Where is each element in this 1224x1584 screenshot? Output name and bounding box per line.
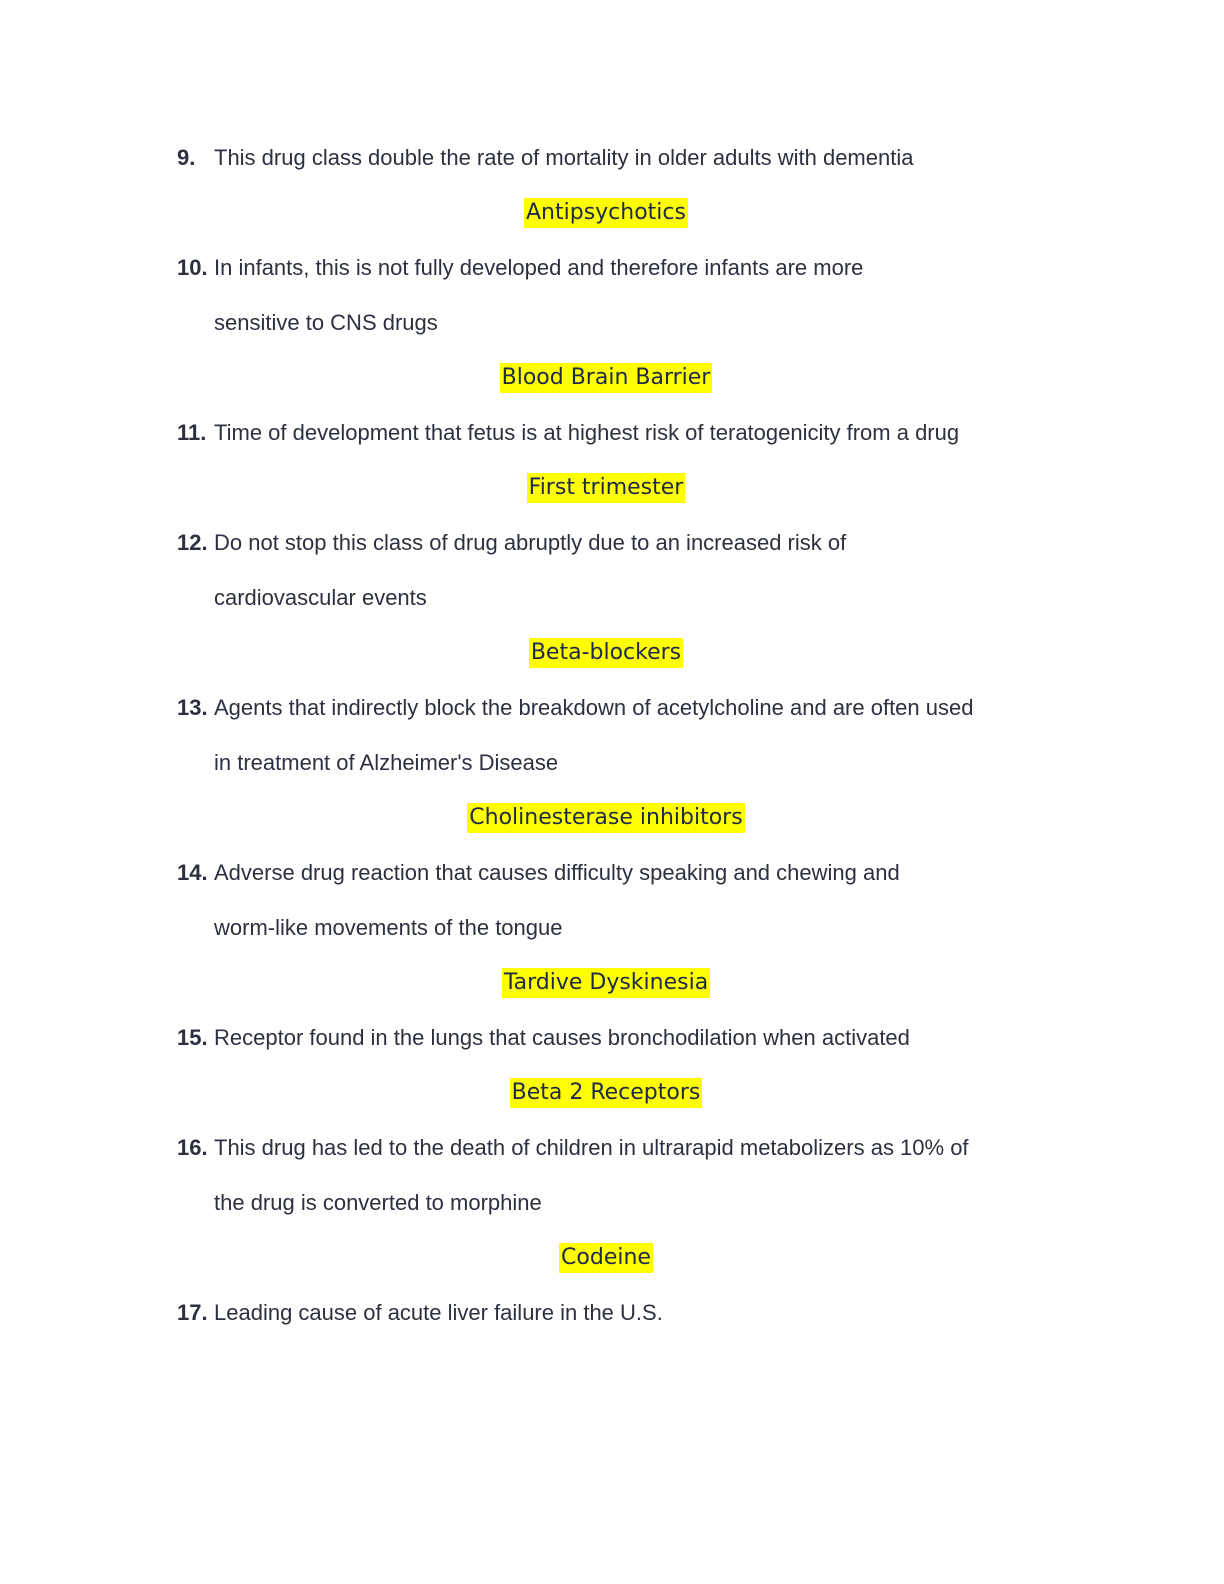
question-row bbox=[0, 570, 1224, 625]
question-text: in treatment of Alzheimer's Disease bbox=[214, 750, 559, 775]
question-number: 15. bbox=[177, 1025, 208, 1050]
question-number: 10. bbox=[177, 255, 208, 280]
question-text: Do not stop this class of drug abruptly due to an increased risk of bbox=[214, 530, 847, 555]
question-text: the drug is converted to morphine bbox=[214, 1190, 542, 1215]
document-page bbox=[0, 130, 1224, 1340]
highlighted-answer: Cholinesterase inhibitors bbox=[467, 803, 744, 833]
question-item bbox=[0, 1010, 1224, 1120]
answer-row bbox=[0, 350, 1224, 405]
question-text: Time of development that fetus is at highest risk of teratogenicity from a drug bbox=[214, 420, 960, 445]
highlighted-answer: First trimester bbox=[527, 473, 686, 503]
answer-row bbox=[0, 1065, 1224, 1120]
question-text: This drug class double the rate of mortality in older adults with dementia bbox=[214, 145, 914, 170]
highlighted-answer: Blood Brain Barrier bbox=[500, 363, 713, 393]
question-number: 14. bbox=[177, 860, 208, 885]
question-row bbox=[0, 900, 1224, 955]
question-number: 11. bbox=[177, 420, 207, 445]
answer-row bbox=[0, 790, 1224, 845]
question-item bbox=[0, 845, 1224, 1010]
question-text: This drug has led to the death of children in ultrarapid metabolizers as 10% of bbox=[214, 1135, 969, 1160]
highlighted-answer: Beta 2 Receptors bbox=[510, 1078, 703, 1108]
question-item bbox=[0, 405, 1224, 515]
highlighted-answer: Beta-blockers bbox=[529, 638, 683, 668]
question-item bbox=[0, 1285, 1224, 1340]
question-item bbox=[0, 1120, 1224, 1285]
question-text: Receptor found in the lungs that causes bronchodilation when activated bbox=[214, 1025, 910, 1050]
question-row bbox=[0, 1010, 1224, 1065]
answer-row bbox=[0, 955, 1224, 1010]
question-row bbox=[0, 405, 1224, 460]
question-row bbox=[0, 735, 1224, 790]
question-row bbox=[0, 680, 1224, 735]
question-number: 13. bbox=[177, 695, 208, 720]
question-text: Leading cause of acute liver failure in the U.S. bbox=[214, 1300, 663, 1325]
question-row bbox=[0, 240, 1224, 295]
highlighted-answer: Codeine bbox=[559, 1243, 653, 1273]
question-number: 9. bbox=[177, 145, 196, 170]
question-row bbox=[0, 1175, 1224, 1230]
highlighted-answer: Antipsychotics bbox=[524, 198, 688, 228]
question-text: Adverse drug reaction that causes difficulty speaking and chewing and bbox=[214, 860, 900, 885]
question-text: worm-like movements of the tongue bbox=[214, 915, 563, 940]
question-row bbox=[0, 295, 1224, 350]
question-row bbox=[0, 845, 1224, 900]
question-text: Agents that indirectly block the breakdown of acetylcholine and are often used bbox=[214, 695, 974, 720]
question-item bbox=[0, 515, 1224, 680]
highlighted-answer: Tardive Dyskinesia bbox=[502, 968, 710, 998]
question-text: sensitive to CNS drugs bbox=[214, 310, 438, 335]
answer-row bbox=[0, 185, 1224, 240]
question-number: 17. bbox=[177, 1300, 208, 1325]
question-row bbox=[0, 515, 1224, 570]
question-row bbox=[0, 130, 1224, 185]
question-row bbox=[0, 1120, 1224, 1175]
question-item bbox=[0, 130, 1224, 240]
question-text: In infants, this is not fully developed and therefore infants are more bbox=[214, 255, 864, 280]
question-row bbox=[0, 1285, 1224, 1340]
answer-row bbox=[0, 625, 1224, 680]
question-item bbox=[0, 680, 1224, 845]
question-text: cardiovascular events bbox=[214, 585, 427, 610]
question-item bbox=[0, 240, 1224, 405]
question-number: 12. bbox=[177, 530, 208, 555]
answer-row bbox=[0, 460, 1224, 515]
answer-row bbox=[0, 1230, 1224, 1285]
question-number: 16. bbox=[177, 1135, 208, 1160]
